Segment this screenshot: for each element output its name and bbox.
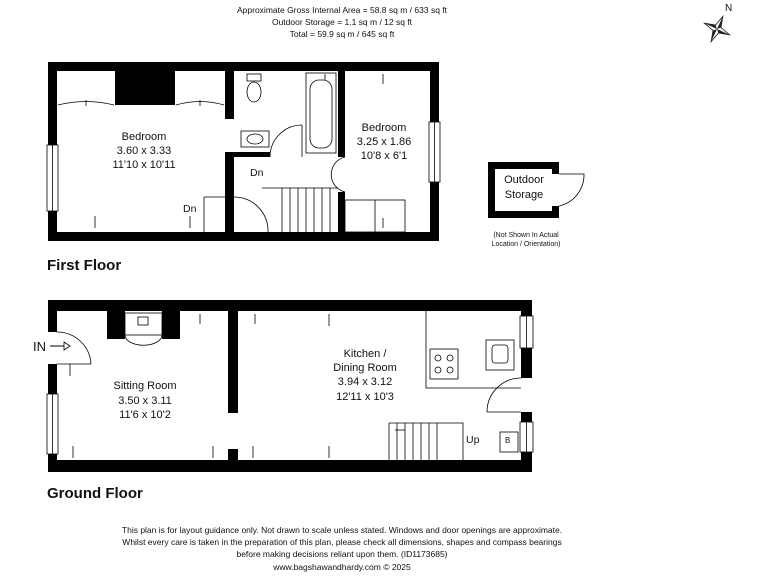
disclaimer-line-2: Whilst every care is taken in the preparation of this plan, please check all dimensions, shapes and compass bearings	[122, 537, 562, 547]
entrance-arrow-icon	[50, 342, 70, 350]
ground-floor-title: Ground Floor	[47, 485, 143, 502]
compass-icon	[698, 10, 735, 47]
bedroom2-imperial: 10'8 x 6'1	[360, 150, 408, 162]
total-area-text: Total = 59.9 sq m / 645 sq ft	[289, 29, 395, 39]
sitting-room-name: Sitting Room	[113, 380, 177, 392]
outdoor-storage-note-2: Location / Orientation)	[491, 241, 561, 248]
first-floor-title: First Floor	[47, 257, 122, 274]
landing-down-label: Dn	[183, 203, 197, 215]
bedroom1-imperial: 11'10 x 10'11	[112, 159, 176, 171]
outdoor-storage-note-1: (Not Shown In Actual	[493, 232, 559, 239]
compass-north-label: N	[725, 3, 733, 14]
boiler-label: B	[505, 436, 511, 445]
bedroom1-name: Bedroom	[121, 131, 167, 143]
sitting-room-imperial: 11'6 x 10'2	[119, 409, 171, 421]
kitchen-metric: 3.94 x 3.12	[337, 376, 393, 388]
kitchen-name-2: Dining Room	[333, 362, 397, 374]
bedroom2-name: Bedroom	[361, 122, 407, 134]
disclaimer-line-3: before making decisions reliant upon them. (ID1173685)	[236, 549, 448, 559]
stairs-up-label: Up	[466, 434, 480, 446]
stairs-down-label: Dn	[250, 167, 264, 179]
outdoor-storage-label-1: Outdoor	[504, 174, 544, 186]
kitchen-imperial: 12'11 x 10'3	[336, 391, 394, 403]
gross-area-text: Approximate Gross Internal Area = 58.8 sq m / 633 sq ft	[236, 5, 448, 15]
disclaimer-line-1: This plan is for layout guidance only. Not drawn to scale unless stated. Windows and door openings are approximate.	[121, 525, 563, 535]
website-link[interactable]: www.bagshawandhardy.com © 2025	[273, 562, 411, 572]
kitchen-name: Kitchen /	[343, 348, 387, 360]
bedroom2-metric: 3.25 x 1.86	[356, 136, 412, 148]
outdoor-storage-label-2: Storage	[504, 189, 544, 201]
entrance-label: IN	[33, 339, 46, 354]
outdoor-storage-area-text: Outdoor Storage = 1.1 sq m / 12 sq ft	[271, 17, 413, 27]
bedroom1-metric: 3.60 x 3.33	[116, 145, 172, 157]
sitting-room-metric: 3.50 x 3.11	[118, 395, 172, 407]
